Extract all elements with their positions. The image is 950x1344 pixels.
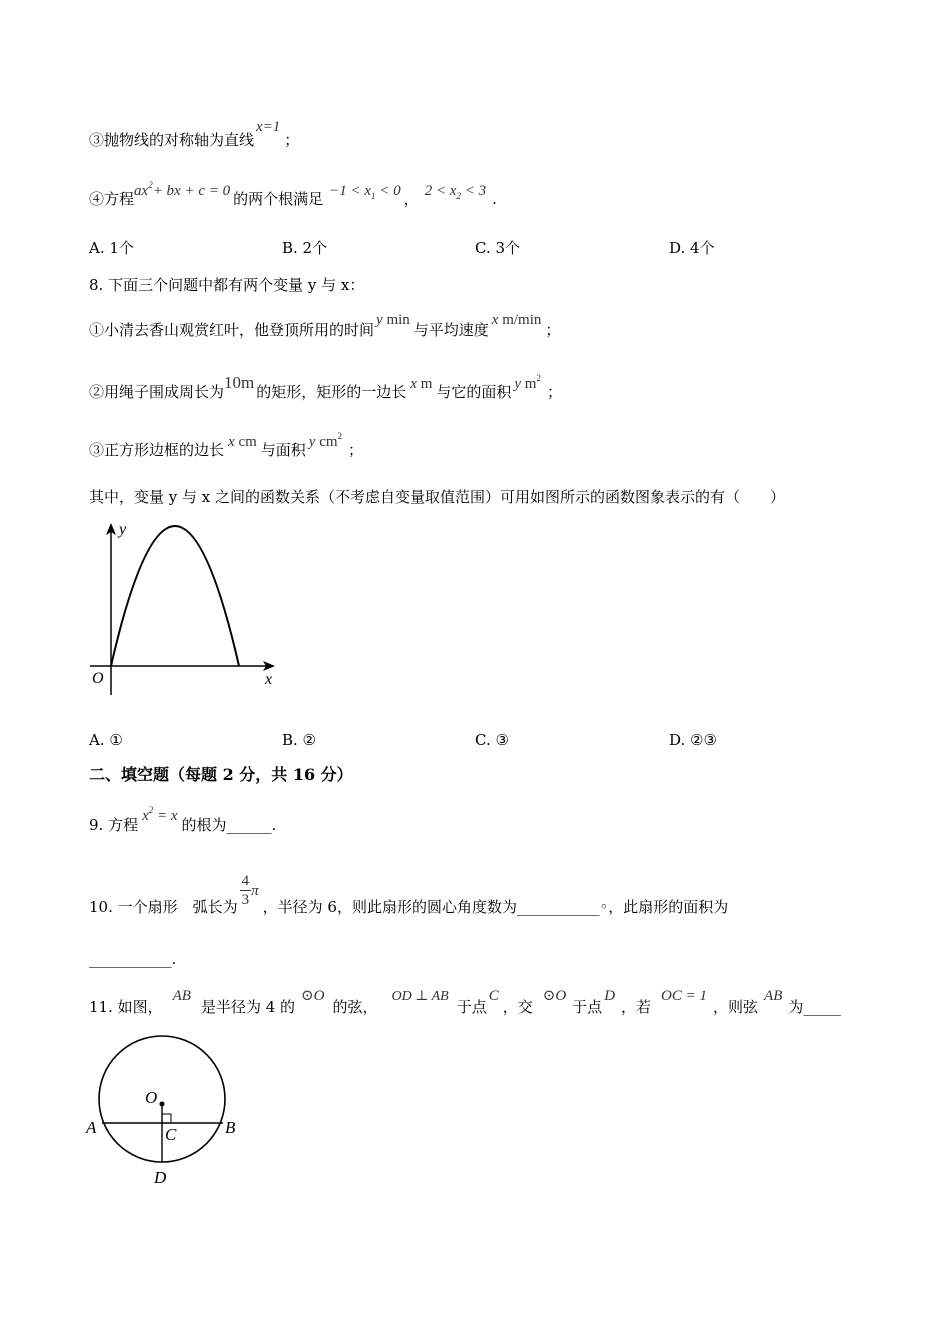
q8-stem: 8. 下面三个问题中都有两个变量 y 与 x： xyxy=(89,276,365,294)
statement-4-equation: $ax^2+$ bx + c = 0 xyxy=(134,180,231,199)
q10: 10. 一个扇形 弧长为 $\frac{4}{3}$ π，半径为 6，则此扇形的圆心角度数为___________◦，此扇形的面积为 xyxy=(89,873,729,916)
y-axis xyxy=(106,523,116,695)
q8-option-b[interactable]: B. ② xyxy=(282,731,317,749)
statement-3-text: ③抛物线的对称轴为直线 xyxy=(89,131,255,149)
label-a: A xyxy=(86,1118,97,1137)
q8-statement-2: ②用绳子围成周长为10m 的矩形，矩形的一边长 x m 与它的面积 y $m^2$； xyxy=(89,373,562,401)
q8-function-graph xyxy=(85,517,285,697)
q8-statement-1: ①小清去香山观赏红叶，他登顶所用的时间y min与平均速度x m/min； xyxy=(89,312,561,339)
x-axis xyxy=(90,661,275,671)
q7-option-a[interactable]: A. 1个 xyxy=(89,239,134,257)
q8-statement-3: ③正方形边框的边长 x cm 与面积 y $cm^2$； xyxy=(89,431,364,459)
right-angle-mark xyxy=(162,1114,171,1123)
label-d: D xyxy=(154,1168,167,1187)
y-axis-label: y xyxy=(119,521,127,538)
q7-option-c[interactable]: C. 3个 xyxy=(475,239,521,257)
q10-line-2: ___________. xyxy=(89,950,177,968)
statement-4 xyxy=(89,180,497,208)
statement-3-math: x=1 xyxy=(256,119,281,135)
statement-4-comma: ， xyxy=(403,190,419,208)
q8-option-a[interactable]: A. ① xyxy=(89,731,123,749)
center-point xyxy=(160,1102,165,1107)
statement-4-mid: 的两个根满足 xyxy=(233,190,324,208)
parabola-curve xyxy=(111,526,239,666)
statement-4-ineq1: $-1 < x_1 < 0$ xyxy=(329,183,401,201)
statement-3 xyxy=(89,119,300,149)
label-o: O xyxy=(145,1088,158,1107)
statement-3-end: ； xyxy=(284,131,300,149)
label-b: B xyxy=(225,1118,236,1137)
statement-4-text: ④方程 xyxy=(89,190,135,208)
statement-4-ineq2: $2 < x_2 < 3$ xyxy=(424,183,487,201)
section-2-heading: 二、填空题（每题 2 分，共 16 分） xyxy=(89,765,353,784)
q8-option-d[interactable]: D. ②③ xyxy=(669,731,717,749)
q8-question: 其中，变量 y 与 x 之间的函数关系（不考虑自变量取值范围）可用如图所示的函数图象表示的有（ ） xyxy=(89,488,786,506)
q7-option-b[interactable]: B. 2个 xyxy=(282,239,328,257)
origin-label: O xyxy=(92,670,104,687)
q8-option-c[interactable]: C. ③ xyxy=(475,731,509,749)
x-axis-label: x xyxy=(265,671,273,688)
label-c: C xyxy=(165,1125,177,1144)
q7-option-d[interactable]: D. 4个 xyxy=(669,239,715,257)
q9: 9. 方程 $x^2 = x$ 的根为______. xyxy=(89,805,277,834)
statement-4-period: . xyxy=(492,190,497,208)
q11: 11. 如图，AB是半径为 4 的⊙O的弦，OD ⊥ AB于点C，交⊙O于点D，若OC = 1，则弦AB为_____ xyxy=(89,988,841,1016)
q11-circle-figure xyxy=(80,1018,250,1188)
